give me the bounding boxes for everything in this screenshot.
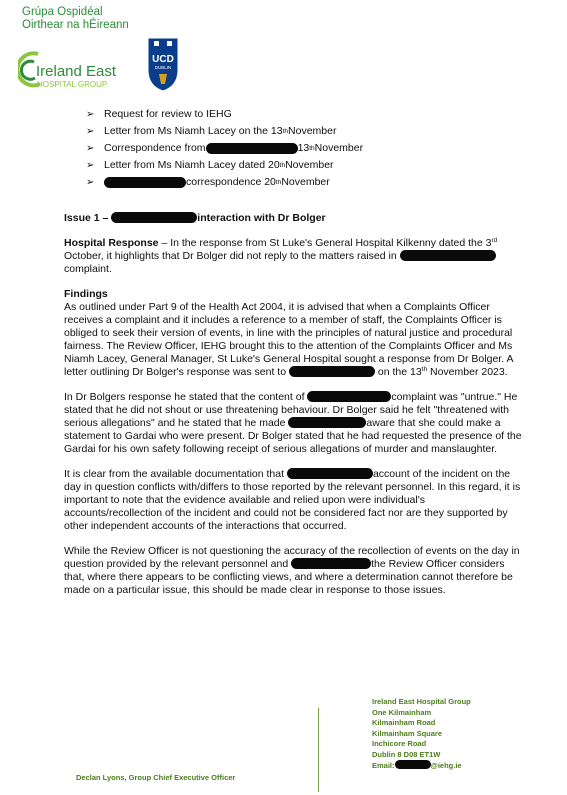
org-line-1: Grúpa Ospidéal <box>22 6 103 18</box>
logo-sub: HOSPITAL GROUP <box>37 80 108 89</box>
findings-heading: Findings <box>64 288 108 300</box>
issue-heading: Issue 1 – interaction with Dr Bolger <box>64 212 326 224</box>
redaction-block <box>307 391 391 402</box>
org-line-2: Oirthear na hÉireann <box>22 19 129 31</box>
ucd-dublin-text: DUBLIN <box>154 65 172 70</box>
findings-paragraph-4: While the Review Officer is not questioning the accuracy of the recollection of events on the day in question provided by the relevant personnel and the Review Officer considers that, where there appears to be conflicting views, and where a determination cannot therefore be made on a particular issue, this should be made clear in response to those issues. <box>64 545 520 596</box>
list-item: ➢ correspondence 20 th November <box>86 174 363 191</box>
footer-signatory: Declan Lyons, Group Chief Executive Officer <box>76 773 236 782</box>
redaction-block <box>104 177 186 188</box>
findings-paragraph-2: In Dr Bolgers response he stated that the content of complaint was "untrue." He stated that he did not shout or use threatening behaviour. Dr Bolger said he felt "threatened with serious allegations" and he stated that he made aware that she could make a statement to Gardai who were present. Dr Bolger stated that he had requested the presence of the Gardai for his own safety following receipt of serious allegations of murder and manslaughter. <box>64 391 522 455</box>
footer-divider <box>318 708 319 792</box>
arrow-bullet-icon: ➢ <box>86 177 95 188</box>
ucd-crest-icon <box>146 36 180 92</box>
findings-paragraph-1: Findings As outlined under Part 9 of the Health Act 2004, it is advised that when a Complaints Officer receives a complaint and it includes a reference to a member of staff, the Complaints Officer is obliged to seek their version of events, in line with the principles of natural justice and procedural fairness. The Review Officer, IEHG brought this to the attention of the Complaints Officer and Ms Niamh Lacey, General Manager, St Luke's General Hospital sought a response from Dr Bolger. A letter outlining Dr Bolger's response was sent to on the 13th November 2023. <box>64 288 513 378</box>
logo-name: Ireland East <box>36 63 117 80</box>
arrow-bullet-icon: ➢ <box>86 109 95 120</box>
list-item: ➢ Request for review to IEHG <box>86 106 363 123</box>
letter-body <box>64 212 524 609</box>
redaction-block <box>111 212 197 223</box>
list-item: ➢ Letter from Ms Niamh Lacey on the 13 th November <box>86 123 363 140</box>
arrow-bullet-icon: ➢ <box>86 126 95 137</box>
redaction-block <box>395 760 431 769</box>
redaction-block <box>287 468 373 479</box>
findings-paragraph-3: It is clear from the available documentation that account of the incident on the day in question conflicts with/differs to those reported by the relevant personnel. In this regard, it is important to note that the evidence available and relied upon were individual's accounts/recollection of the incident and could not be considered fact nor are they supported by other independent accounts of the interactions that occurred. <box>64 468 521 532</box>
ucd-text: UCD <box>152 54 174 65</box>
redaction-block <box>289 366 375 377</box>
arrow-bullet-icon: ➢ <box>86 160 95 171</box>
arrow-bullet-icon: ➢ <box>86 143 95 154</box>
iehg-logo <box>18 46 138 96</box>
list-item: ➢ Letter from Ms Niamh Lacey dated 20 th November <box>86 157 363 174</box>
redaction-block <box>288 417 366 428</box>
redaction-block <box>400 250 496 261</box>
redaction-block <box>206 143 298 154</box>
list-item: ➢ Correspondence from 13 th November <box>86 140 363 157</box>
org-irish-name <box>22 6 129 32</box>
hospital-response-paragraph: Hospital Response – In the response from St Luke's General Hospital Kilkenny dated the 3rd October, it highlights that Dr Bolger did not reply to the matters raised in complaint. <box>64 237 498 275</box>
footer-email: Email: @iehg.ie <box>372 761 462 770</box>
footer-address: Ireland East Hospital Group One Kilmainham Kilmainham Road Kilmainham Square Inchicore Road Dublin 8 D08 ET1W Email: @iehg.ie <box>372 697 471 770</box>
redaction-block <box>291 558 371 569</box>
enclosure-list <box>86 106 363 191</box>
